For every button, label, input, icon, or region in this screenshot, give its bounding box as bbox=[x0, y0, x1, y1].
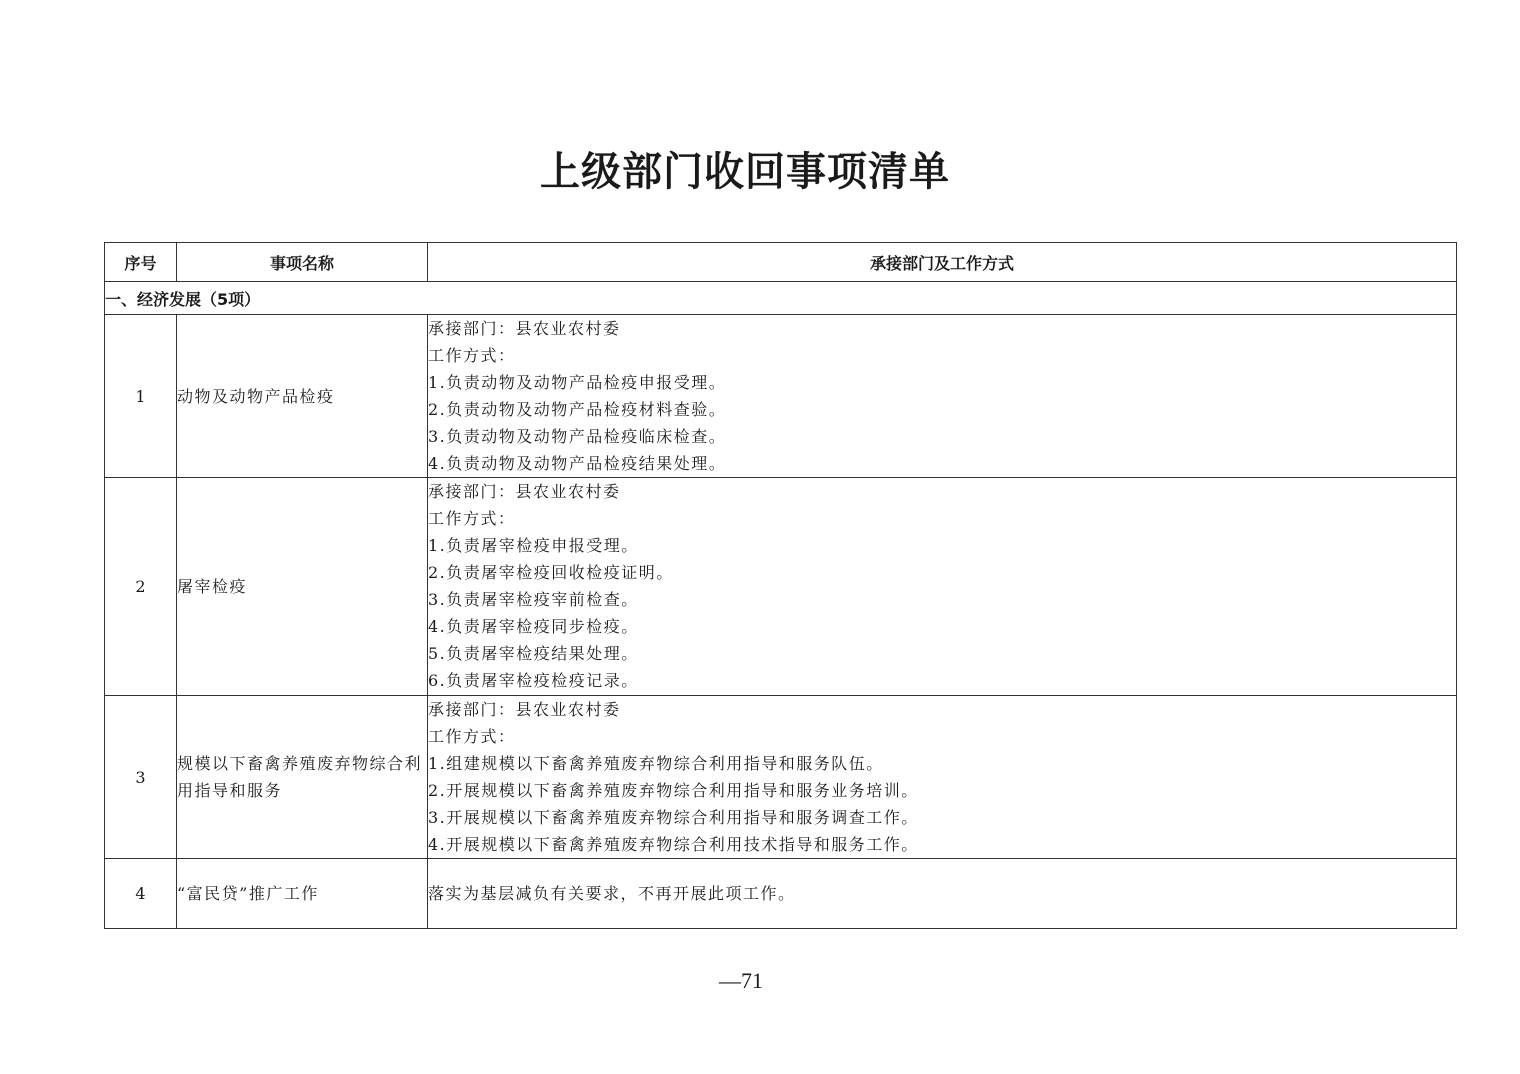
dept-line: 承接部门：县农业农村委 bbox=[428, 319, 621, 338]
row-seq: 1 bbox=[105, 315, 177, 478]
dept-line: 5.负责屠宰检疫结果处理。 bbox=[428, 644, 639, 663]
row-dept-method bbox=[428, 315, 1457, 478]
dept-line: 工作方式： bbox=[428, 509, 516, 528]
section-row bbox=[105, 282, 1457, 315]
dept-line: 6.负责屠宰检疫检疫记录。 bbox=[428, 671, 639, 690]
table-row bbox=[105, 859, 1457, 929]
row-item-name: 动物及动物产品检疫 bbox=[177, 315, 428, 478]
dept-line: 3.负责动物及动物产品检疫临床检查。 bbox=[428, 427, 727, 446]
dept-line: 2.负责动物及动物产品检疫材料查验。 bbox=[428, 400, 727, 419]
dept-line: 承接部门：县农业农村委 bbox=[428, 700, 621, 719]
table-row bbox=[105, 315, 1457, 478]
row-seq: 2 bbox=[105, 478, 177, 696]
dept-line: 4.开展规模以下畜禽养殖废弃物综合利用技术指导和服务工作。 bbox=[428, 835, 919, 854]
dept-line: 落实为基层减负有关要求，不再开展此项工作。 bbox=[428, 884, 796, 903]
row-dept-method bbox=[428, 859, 1457, 929]
dept-line: 3.开展规模以下畜禽养殖废弃物综合利用指导和服务调查工作。 bbox=[428, 808, 919, 827]
dept-line: 承接部门：县农业农村委 bbox=[428, 482, 621, 501]
dept-line: 4.负责动物及动物产品检疫结果处理。 bbox=[428, 454, 727, 473]
page-title: 上级部门收回事项清单 bbox=[540, 148, 950, 195]
dept-line: 3.负责屠宰检疫宰前检查。 bbox=[428, 590, 639, 609]
row-item-name: 屠宰检疫 bbox=[177, 478, 428, 696]
row-dept-method bbox=[428, 696, 1457, 859]
dept-line: 1.组建规模以下畜禽养殖废弃物综合利用指导和服务队伍。 bbox=[428, 754, 884, 773]
row-dept-method bbox=[428, 478, 1457, 696]
row-seq: 3 bbox=[105, 696, 177, 859]
dept-line: 4.负责屠宰检疫同步检疫。 bbox=[428, 617, 639, 636]
dept-line: 2.开展规模以下畜禽养殖废弃物综合利用指导和服务业务培训。 bbox=[428, 781, 919, 800]
row-seq: 4 bbox=[105, 859, 177, 929]
row-item-name: 规模以下畜禽养殖废弃物综合利用指导和服务 bbox=[177, 696, 428, 859]
dept-line: 1.负责动物及动物产品检疫申报受理。 bbox=[428, 373, 727, 392]
table-row bbox=[105, 696, 1457, 859]
dept-line: 1.负责屠宰检疫申报受理。 bbox=[428, 536, 639, 555]
header-seq: 序号 bbox=[105, 243, 177, 282]
header-dept-method: 承接部门及工作方式 bbox=[428, 243, 1457, 282]
page-number: —71 bbox=[719, 968, 763, 993]
row-item-name: “富民贷”推广工作 bbox=[177, 859, 428, 929]
dept-line: 2.负责屠宰检疫回收检疫证明。 bbox=[428, 563, 674, 582]
section-title: 一、经济发展（5项） bbox=[105, 282, 1457, 315]
dept-line: 工作方式： bbox=[428, 727, 516, 746]
items-table bbox=[104, 242, 1457, 929]
dept-line: 工作方式： bbox=[428, 346, 516, 365]
table-header-row bbox=[105, 243, 1457, 282]
table-row bbox=[105, 478, 1457, 696]
header-item-name: 事项名称 bbox=[177, 243, 428, 282]
